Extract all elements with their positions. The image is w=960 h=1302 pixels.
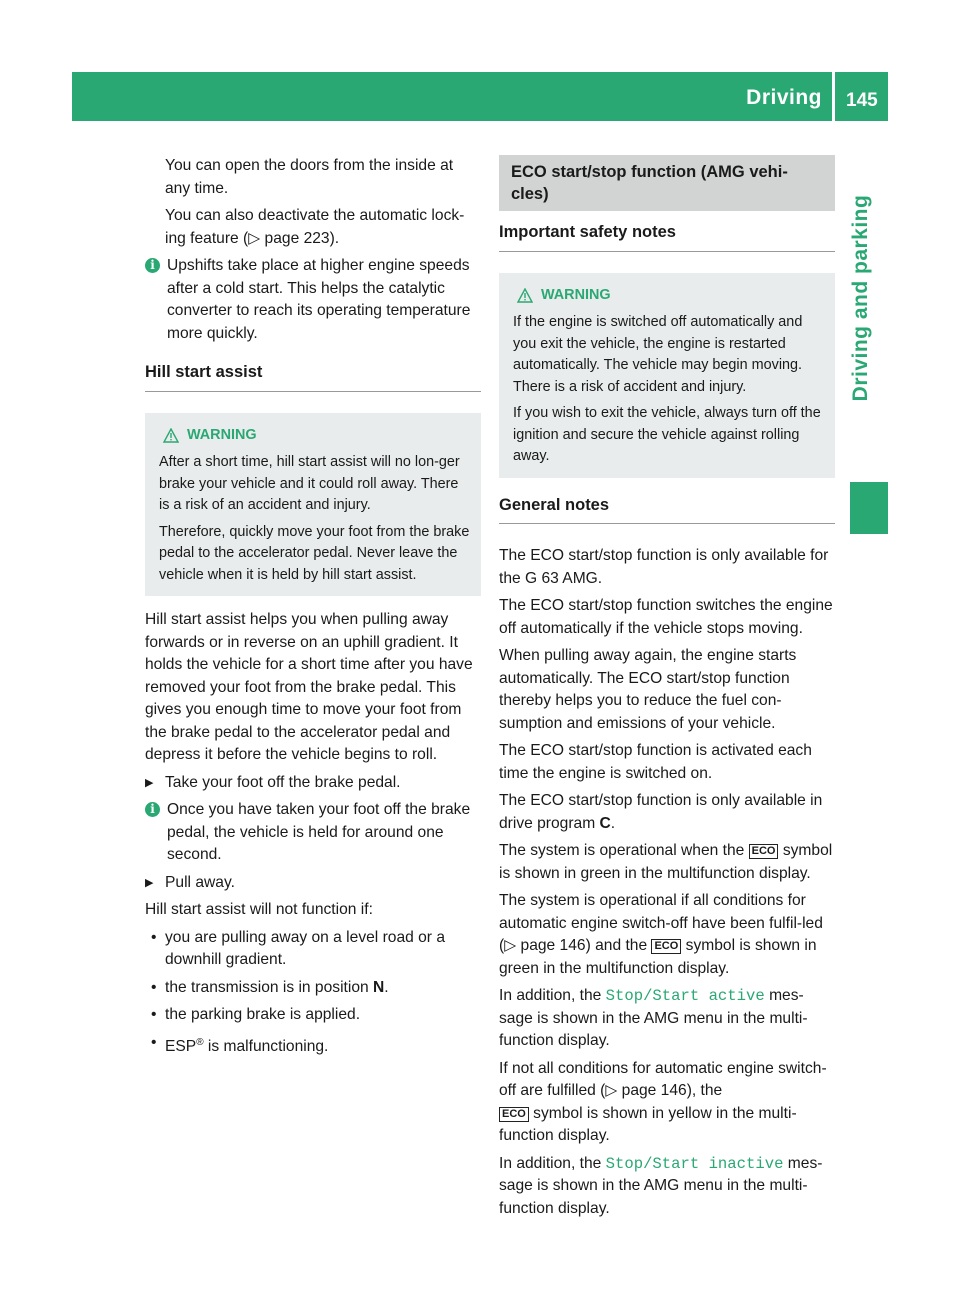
page-ref-icon: ▷ bbox=[504, 937, 521, 954]
warning-box bbox=[499, 273, 835, 478]
info-icon: i bbox=[145, 802, 160, 817]
paragraph: The system is operational when the ECO symbol is shown in green in the multifunction display. bbox=[499, 842, 833, 882]
section-title: Driving bbox=[746, 86, 822, 109]
paragraph: When pulling away again, the engine starts automatically. The ECO start/stop function thereby helps you to reduce the fuel con-sumption and emissions of your vehicle. bbox=[499, 647, 797, 732]
info-icon: i bbox=[145, 258, 160, 273]
bullet-icon: • bbox=[151, 1006, 157, 1023]
side-tab-label: Driving and parking bbox=[849, 194, 872, 402]
display-message: Stop/Start inactive bbox=[605, 1154, 784, 1173]
display-message: Stop/Start active bbox=[605, 987, 765, 1005]
paragraph: The ECO start/stop function switches the engine off automatically if the vehicle stops moving. bbox=[499, 597, 833, 637]
side-tab-marker bbox=[850, 482, 888, 534]
paragraph: Hill start assist will not function if: bbox=[145, 901, 373, 918]
arrow-icon: ▶ bbox=[145, 776, 154, 789]
paragraph: In addition, the Stop/Start inactive mes-sage is shown in the AMG menu in the multi-function display. bbox=[499, 1154, 823, 1217]
page-ref-icon: ▷ bbox=[248, 229, 265, 247]
bullet-icon: • bbox=[151, 978, 157, 996]
info-note: i Once you have taken your foot off the brake pedal, the vehicle is held for around one second. bbox=[145, 799, 481, 867]
page-ref-link[interactable]: page 146) and the bbox=[520, 937, 652, 954]
warning-title: WARNING bbox=[513, 285, 825, 307]
paragraph: The ECO start/stop function is activated each time the engine is switched on. bbox=[499, 742, 812, 782]
paragraph: You can also deactivate the automatic lock-ing feature (▷ page 223). bbox=[165, 207, 465, 247]
paragraph: Hill start assist helps you when pulling away forwards or in reverse on an uphill gradient. It holds the vehicle for a short time after you have removed your foot from the brake pedal. This gives you enough time to move your foot from the brake pedal to the accelerator pedal and depress it before the vehicle begins to roll. bbox=[145, 611, 473, 763]
bullet-icon: • bbox=[151, 1033, 157, 1051]
page-number: 145 bbox=[846, 90, 878, 111]
paragraph: The system is operational if all conditions for automatic engine switch-off have been fulfil-led (▷ page 146) and the ECO symbol is shown in green in the multifunction display. bbox=[499, 892, 823, 977]
arrow-icon: ▶ bbox=[145, 876, 154, 889]
paragraph: In addition, the Stop/Start active mes-sage is shown in the AMG menu in the multi-function display. bbox=[499, 987, 808, 1049]
warning-text: Therefore, quickly move your foot from the brake pedal to the accelerator pedal. Never leave the vehicle when it is held by hill start assist. bbox=[159, 523, 470, 583]
eco-symbol-icon: ECO bbox=[651, 939, 681, 954]
list-item: • ESP® is malfunctioning. bbox=[145, 1032, 481, 1059]
warning-text: If you wish to exit the vehicle, always turn off the ignition and secure the vehicle against rolling away. bbox=[513, 405, 821, 464]
paragraph: The ECO start/stop function is only available in drive program C. bbox=[499, 792, 823, 832]
step: ▶ Take your foot off the brake pedal. bbox=[145, 772, 481, 795]
warning-text: After a short time, hill start assist will no lon-ger brake your vehicle and it could roll away. There is a risk of an accident and injury. bbox=[159, 454, 460, 513]
section-heading: General notes bbox=[499, 494, 835, 525]
page-ref-link[interactable]: page 223). bbox=[264, 229, 340, 247]
warning-title: WARNING bbox=[159, 425, 471, 447]
list-item: • you are pulling away on a level road or a downhill gradient. bbox=[145, 927, 481, 972]
warning-box bbox=[145, 413, 481, 597]
left-column bbox=[145, 155, 481, 1058]
info-note: i Upshifts take place at higher engine speeds after a cold start. This helps the catalytic converter to reach its operating temperature more quickly. bbox=[145, 255, 481, 345]
list-item: • the parking brake is applied. bbox=[145, 1004, 481, 1027]
chapter-heading: ECO start/stop function (AMG vehi-cles) bbox=[499, 155, 835, 211]
step: ▶ Pull away. bbox=[145, 872, 481, 895]
list-item: • the transmission is in position N. bbox=[145, 977, 481, 1000]
paragraph: If not all conditions for automatic engine switch-off are fulfilled (▷ page 146), the ECO symbol is shown in yellow in the multi-function display. bbox=[499, 1059, 827, 1144]
eco-symbol-icon: ECO bbox=[499, 1107, 529, 1122]
warning-text: If the engine is switched off automatically and you exit the vehicle, the engine is restarted automatically. The vehicle may begin moving. There is a risk of accident and injury. bbox=[513, 314, 803, 395]
right-column bbox=[499, 155, 835, 1225]
page-ref-link[interactable]: page 146), the bbox=[621, 1082, 723, 1099]
paragraph: You can open the doors from the inside at any time. bbox=[165, 157, 454, 197]
warning-triangle-icon bbox=[517, 288, 533, 303]
header-separator bbox=[832, 72, 835, 121]
eco-symbol-icon: ECO bbox=[749, 844, 779, 859]
section-heading: Important safety notes bbox=[499, 221, 835, 252]
page-ref-icon: ▷ bbox=[605, 1082, 622, 1099]
paragraph: The ECO start/stop function is only available for the G 63 AMG. bbox=[499, 547, 829, 587]
warning-triangle-icon bbox=[163, 428, 179, 443]
bullet-icon: • bbox=[151, 928, 157, 946]
section-heading: Hill start assist bbox=[145, 361, 481, 392]
